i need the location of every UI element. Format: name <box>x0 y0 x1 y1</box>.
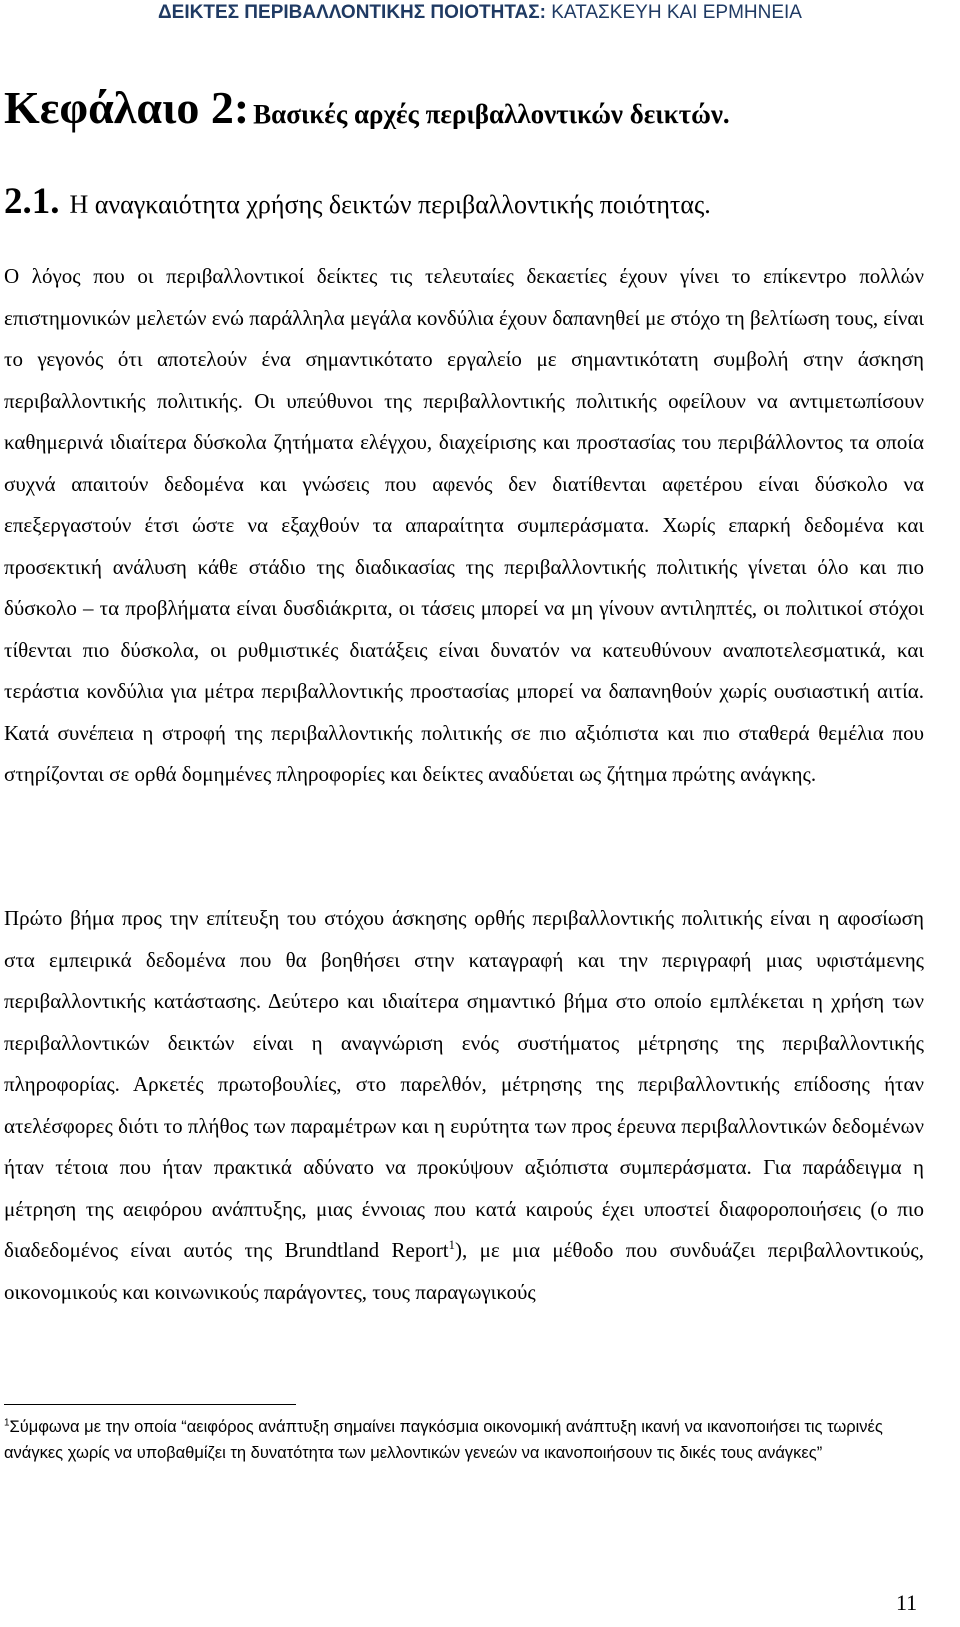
footnote-marker: 1 <box>4 1417 10 1429</box>
paragraph-2-continuation: ), με μια μέθοδο που συνδυάζει περιβαλλοντικούς, οικονομικούς και κοινωνικούς παράγοντες, τους παραγωγικούς <box>4 1238 924 1304</box>
running-header-bold: ΔΕΙΚΤΕΣ ΠΕΡΙΒΑΛΛΟΝΤΙΚΗΣ ΠΟΙΟΤΗΤΑΣ: <box>158 2 546 23</box>
section-number: 2.1. <box>4 181 60 222</box>
chapter-subtitle: Βασικές αρχές περιβαλλοντικών δεικτών. <box>253 99 730 129</box>
footnote <box>4 1414 924 1466</box>
footnote-separator <box>4 1404 296 1405</box>
body-paragraph-1: Ο λόγος που οι περιβαλλοντικοί δείκτες τις τελευταίες δεκαετίες έχουν γίνει το επίκεντρο πολλών επιστημονικών μελετών ενώ παράλληλα μεγάλα κονδύλια έχουν δαπανηθεί με στόχο τη βελτίωση τους, είναι το γεγονός ότι αποτελούν ένα σημαντικότατο εργαλείο με σημαντικότατη συμβολή στην άσκηση περιβαλλοντικής πολιτικής. Οι υπεύθυνοι της περιβαλλοντικής πολιτικής οφείλουν να αντιμετωπίσουν καθημερινά ιδιαίτερα δύσκολα ζητήματα ελέγχου, διαχείρισης και προστασίας του περιβάλλοντος τα οποία συχνά απαιτούν δεδομένα και γνώσεις που αφενός δεν διατίθενται αφετέρου είναι δύσκολο να επεξεργαστούν έτσι ώστε να εξαχθούν τα απαραίτητα συμπεράσματα. Χωρίς επαρκή δεδομένα και προσεκτική ανάλυση κάθε στάδιο της διαδικασίας της περιβαλλοντικής πολιτικής γίνεται όλο και πιο δύσκολο – τα προβλήματα είναι δυσδιάκριτα, οι τάσεις μπορεί να μη γίνουν αντιληπτές, οι πολιτικοί στόχοι τίθενται πιο δύσκολα, οι ρυθμιστικές διατάξεις είναι δυνατόν να κατευθύνουν αναποτελεσματικά, και τεράστια κονδύλια για μέτρα περιβαλλοντικής προστασίας μπορεί να δαπανηθούν χωρίς ουσιαστική αιτία. Κατά συνέπεια η στροφή της περιβαλλοντικής πολιτικής σε πιο αξιόπιστα και πιο σταθερά θεμέλια που στηρίζονται σε ορθά δομημένες πληροφορίες και δείκτες αναδύεται ως ζήτημα πρώτης ανάγκης. <box>4 264 924 786</box>
running-header-regular: ΚΑΤΑΣΚΕΥΗ ΚΑΙ ΕΡΜΗΝΕΙΑ <box>551 2 802 23</box>
chapter-title <box>4 80 730 147</box>
chapter-label: Κεφάλαιο 2: <box>4 82 250 133</box>
section-title <box>4 180 711 231</box>
page-number: 11 <box>896 1590 918 1615</box>
footnote-text: Σύμφωνα με την οποία “αειφόρος ανάπτυξη σημαίνει παγκόσμια οικονομική ανάπτυξη ικανή να ικανοποιήσει τις τωρινές ανάγκες χωρίς να υποβαθμίζει τη δυνατότητα των μελλοντικών γενεών να ικανοποιήσουν τις δικές τους ανάγκες” <box>4 1418 883 1462</box>
running-header <box>0 2 960 24</box>
footnote-reference[interactable]: 1 <box>448 1238 455 1252</box>
section-heading: Η αναγκαιότητα χρήσης δεικτών περιβαλλοντικής ποιότητας. <box>69 190 711 219</box>
paragraph-2-text: Πρώτο βήμα προς την επίτευξη του στόχου άσκησης ορθής περιβαλλοντικής πολιτικής είναι η αφοσίωση στα εμπειρικά δεδομένα που θα βοηθήσει στην καταγραφή και την περιγραφή μιας υφιστάμενης περιβαλλοντικής κατάστασης. Δεύτερο και ιδιαίτερα σημαντικό βήμα στο οποίο εμπλέκεται η χρήση των περιβαλλοντικών δεικτών είναι η αναγνώριση ενός συστήματος μέτρησης της περιβαλλοντικής πληροφορίας. Αρκετές πρωτοβουλίες, στο παρελθόν, μέτρησης της περιβαλλοντικής επίδοσης ήταν ατελέσφορες διότι το πλήθος των παραμέτρων και η ευρύτητα των προς έρευνα περιβαλλοντικών δεδομένων ήταν τέτοια που ήταν πρακτικά αδύνατο να προκύψουν αξιόπιστα συμπεράσματα. Για παράδειγμα η μέτρηση της αειφόρου ανάπτυξης, μιας έννοιας που κατά καιρούς έχει υποστεί διαφοροποιήσεις (ο πιο διαδεδομένος είναι αυτός της Brundtland Report <box>4 906 924 1262</box>
body-paragraph-2 <box>4 898 924 1313</box>
